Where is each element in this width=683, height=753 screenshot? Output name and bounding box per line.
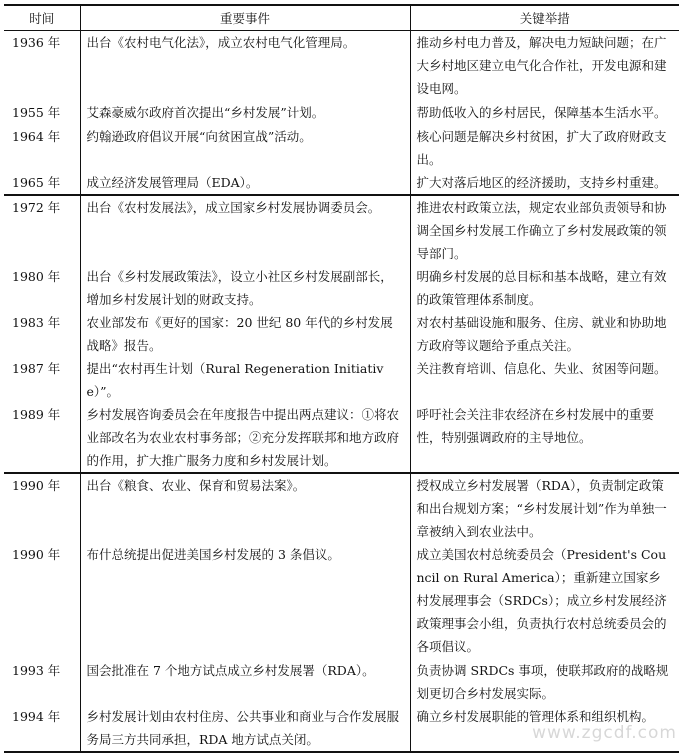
row-year: 1987 年: [12, 360, 61, 376]
row-measure: 确立乡村发展职能的管理体系和组织机构。: [410, 705, 679, 752]
row-measure: 成立美国农村总统委员会（President's Council on Rural America）；重新建立国家乡村发展理事会（SRDCs）；成立乡村发展经济政策理事会小组，负责执行农村总统委员会的各项倡议。: [410, 543, 679, 659]
header-measure: 关键举措: [410, 5, 679, 31]
row-year: 1994 年: [4, 705, 80, 752]
row-event: 出台《粮食、农业、保育和贸易法案》。: [80, 473, 410, 543]
row-year: 1955 年: [12, 104, 61, 120]
row-event: 约翰逊政府倡议开展“向贫困宣战”活动。: [80, 125, 410, 171]
row-measure: 对农村基础设施和服务、住房、就业和协助地方政府等议题给予重点关注。: [410, 311, 679, 357]
row-year: 1993 年: [12, 662, 61, 678]
row-year: 1972 年: [4, 195, 80, 265]
row-year: 1989 年: [12, 406, 61, 422]
row-year: 1990 年: [4, 473, 80, 543]
row-year: 1965 年: [12, 174, 61, 190]
rural-development-table: [4, 4, 679, 753]
row-event: 国会批准在 7 个地方试点成立乡村发展署（RDA）。: [80, 659, 410, 705]
watermark: www.zgcdf.com: [532, 723, 677, 743]
table-row: [4, 101, 679, 125]
row-event: 出台《乡村发展政策法》，设立小社区乡村发展副部长，增加乡村发展计划的财政支持。: [80, 265, 410, 311]
row-year: 1964 年: [12, 128, 61, 144]
row-event: 艾森豪威尔政府首次提出“乡村发展”计划。: [80, 101, 410, 125]
table-row: [4, 403, 679, 473]
row-measure: 推进农村政策立法，规定农业部负责领导和协调全国乡村发展工作确立了乡村发展政策的领导部门。: [410, 195, 679, 265]
row-year: 1983 年: [12, 314, 61, 330]
row-measure: 扩大对落后地区的经济援助，支持乡村重建。: [410, 171, 679, 195]
table-row: [4, 543, 679, 659]
table-row: [4, 265, 679, 311]
row-event: 成立经济发展管理局（EDA）。: [80, 171, 410, 195]
table-row: [4, 473, 679, 543]
table-row: [4, 311, 679, 357]
table-row: [4, 659, 679, 705]
table-row: [4, 125, 679, 171]
row-measure: 授权成立乡村发展署（RDA），负责制定政策和出台规划方案；“乡村发展计划”作为单独一章被纳入到农业法中。: [410, 473, 679, 543]
row-event: 布什总统提出促进美国乡村发展的 3 条倡议。: [80, 543, 410, 659]
row-event: 农业部发布《更好的国家：20 世纪 80 年代的乡村发展战略》报告。: [80, 311, 410, 357]
row-measure: 帮助低收入的乡村居民，保障基本生活水平。: [410, 101, 679, 125]
header-time: 时间: [4, 5, 80, 31]
row-year: 1990 年: [12, 546, 61, 562]
row-event: 出台《农村电气化法》，成立农村电气化管理局。: [80, 31, 410, 101]
table-row: [4, 171, 679, 195]
row-measure: 明确乡村发展的总目标和基本战略，建立有效的政策管理体系制度。: [410, 265, 679, 311]
table-row: [4, 195, 679, 265]
row-measure: 核心问题是解决乡村贫困，扩大了政府财政支出。: [410, 125, 679, 171]
table-header-row: [4, 5, 679, 31]
row-event: 提出“农村再生计划（Rural Regeneration Initiative）”。: [80, 357, 410, 403]
row-measure: 推动乡村电力普及，解决电力短缺问题；在广大乡村地区建立电气化合作社，开发电源和建设电网。: [410, 31, 679, 101]
row-measure: 负责协调 SRDCs 事项，使联邦政府的战略规划更切合乡村发展实际。: [410, 659, 679, 705]
header-event: 重要事件: [80, 5, 410, 31]
row-measure: 关注教育培训、信息化、失业、贫困等问题。: [410, 357, 679, 403]
table-row: [4, 357, 679, 403]
row-event: 出台《农村发展法》，成立国家乡村发展协调委员会。: [80, 195, 410, 265]
table-row: [4, 31, 679, 101]
row-measure: 呼吁社会关注非农经济在乡村发展中的重要性，特别强调政府的主导地位。: [410, 403, 679, 473]
row-event: 乡村发展咨询委员会在年度报告中提出两点建议：①将农业部改名为农业农村事务部；②充分发挥联邦和地方政府的作用，扩大推广服务力度和乡村发展计划。: [80, 403, 410, 473]
row-year: 1980 年: [12, 268, 61, 284]
row-event: 乡村发展计划由农村住房、公共事业和商业与合作发展服务局三方共同承担，RDA 地方试点关闭。: [80, 705, 410, 752]
row-year: 1936 年: [12, 35, 61, 50]
